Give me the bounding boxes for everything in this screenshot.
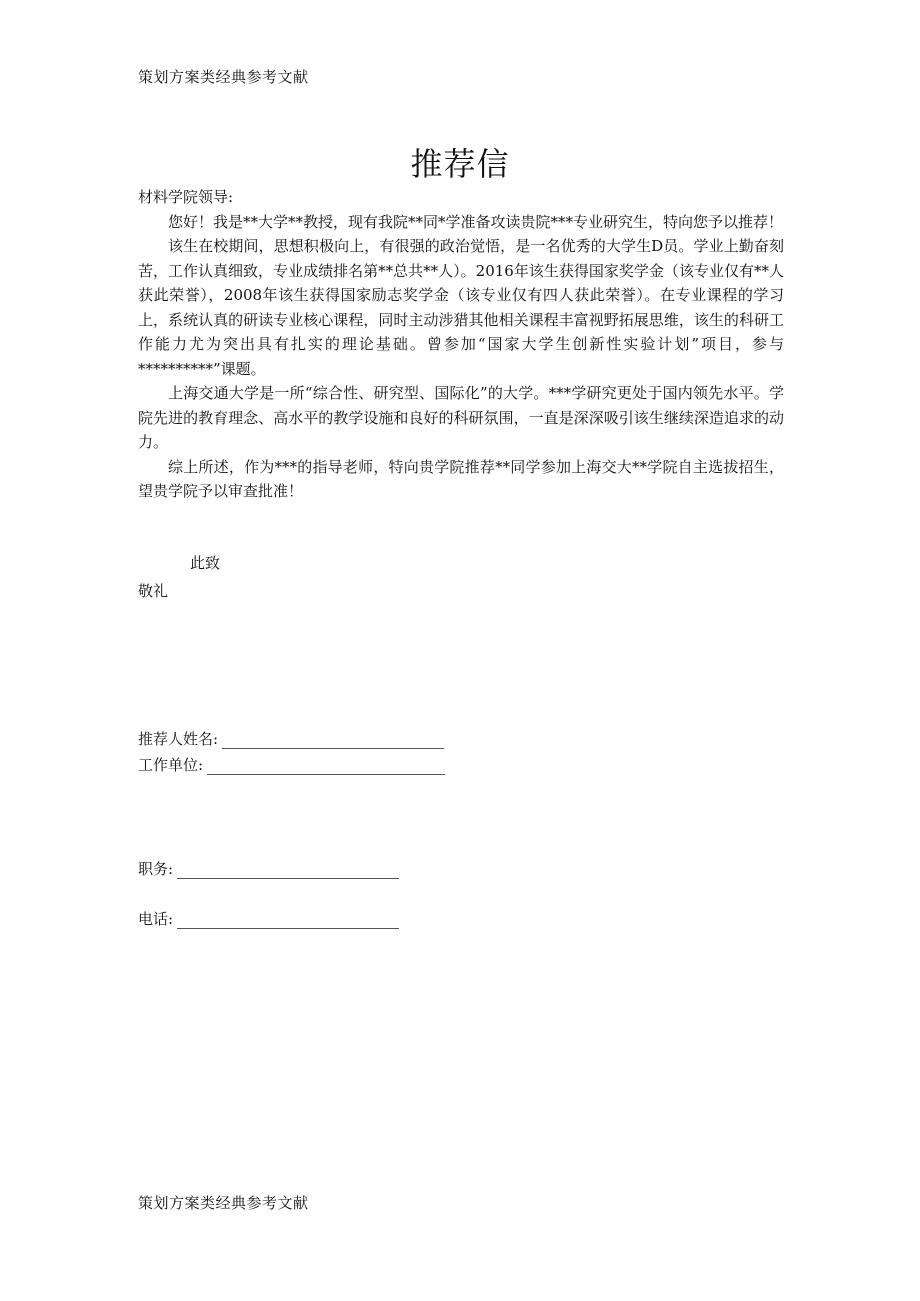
position-blank[interactable] bbox=[177, 864, 399, 879]
phone-blank[interactable] bbox=[177, 914, 399, 929]
salutation: 材料学院领导: bbox=[138, 188, 234, 206]
paragraph-student-profile: 该生在校期间，思想积极向上，有很强的政治觉悟，是一名优秀的大学生D员。学业上勤奋刻苦，工作认真细致，专业成绩排名第**总共**人）。2016年该生获得国家奖学金（该专业仅有**人获此荣誉），2008年该生获得国家励志奖学金（该专业仅有四人获此荣誉）。在专业课程的学习上，系统认真的研读专业核心课程，同时主动涉猎其他相关课程丰富视野拓展思维，该生的科研工作能力尤为突出具有扎实的理论基础。曾参加“国家大学生创新性实验计划”项目，参与**********”课题。 bbox=[138, 237, 784, 378]
position-label: 职务: bbox=[138, 860, 174, 878]
work-unit-label: 工作单位: bbox=[138, 756, 204, 774]
position-field bbox=[138, 858, 399, 879]
recommender-name-blank[interactable] bbox=[222, 734, 444, 749]
phone-field bbox=[138, 908, 399, 929]
footer-note: 策划方案类经典参考文献 bbox=[138, 1194, 309, 1212]
header-note: 策划方案类经典参考文献 bbox=[138, 68, 309, 86]
closing-line-2: 敬礼 bbox=[138, 582, 169, 600]
recommender-name-label: 推荐人姓名: bbox=[138, 730, 219, 748]
recommender-name-field bbox=[138, 728, 444, 749]
phone-label: 电话: bbox=[138, 910, 174, 928]
work-unit-field bbox=[138, 754, 445, 775]
work-unit-blank[interactable] bbox=[207, 760, 445, 775]
paragraph-greeting: 您好！我是**大学**教授，现有我院**同*学准备攻读贵院***专业研究生，特向您予以推荐！ bbox=[168, 212, 784, 231]
closing-line-1: 此致 bbox=[190, 554, 221, 572]
letter-body bbox=[138, 185, 784, 504]
letter-title: 推荐信 bbox=[410, 145, 510, 184]
paragraph-university: 上海交通大学是一所“综合性、研究型、国际化”的大学。***学研究更处于国内领先水平。学院先进的教育理念、高水平的教学设施和良好的科研氛围，一直是深深吸引该生继续深造追求的动力。 bbox=[138, 384, 784, 451]
paragraph-conclusion: 综上所述，作为***的指导老师，特向贵学院推荐**同学参加上海交大**学院自主选拔招生，望贵学院予以审查批准！ bbox=[138, 457, 784, 500]
